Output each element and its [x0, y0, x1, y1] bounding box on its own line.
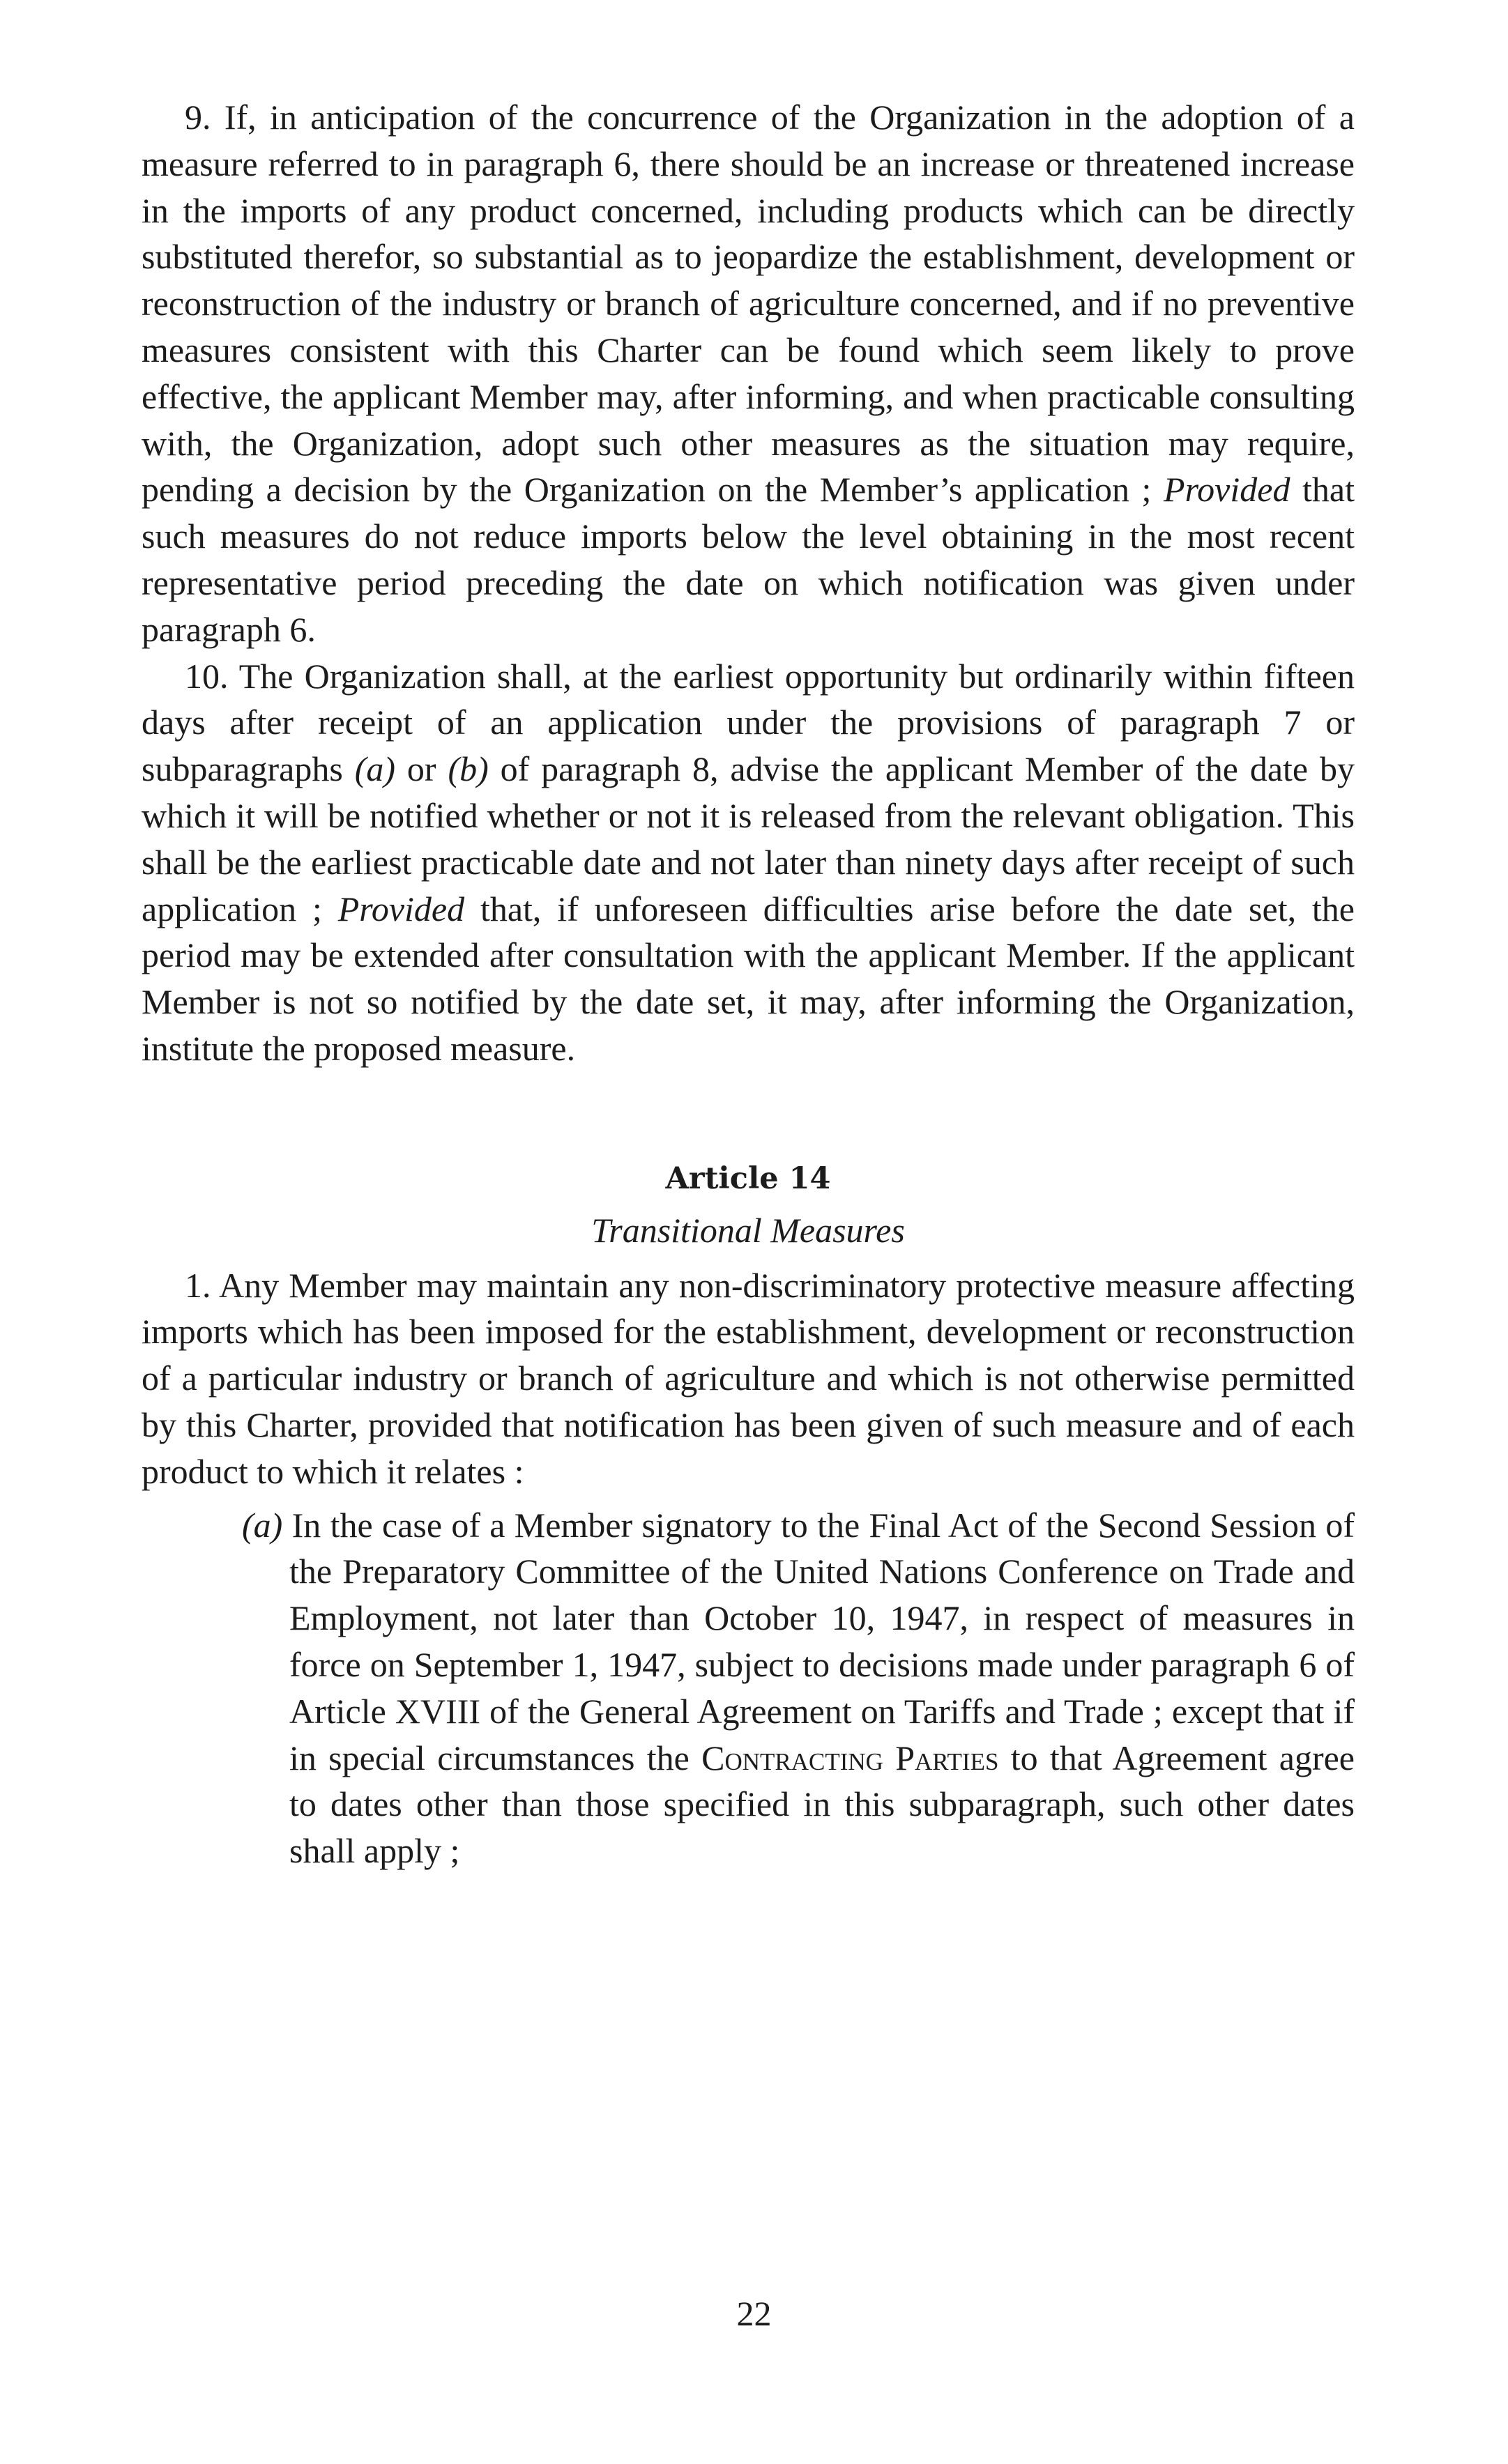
paragraph-10 — [142, 653, 1355, 1072]
paragraph-10-text: or — [395, 749, 448, 789]
paragraph-10-text-end: that, if unforeseen difficulties arise before the date set, the period may be extended after consultation with the applicant Member. If the applicant Member is not so notified by the date set, it may, after informing the Organization, institute the proposed measure. — [142, 889, 1355, 1068]
paragraph-9-text: 9. If, in anticipation of the concurrence of the Organization in the adoption of a measure referred to in paragraph 6, there should be an increase or threatened increase in the imports of any product concerned, including products which can be directly substituted therefor, so substantial as to jeopardize the establishment, development or reconstruction of the industry or branch of agriculture concerned, and if no preventive measures consistent with this Charter can be found which seem likely to prove effective, the applicant Member may, after informing, and when practicable consulting with, the Organization, adopt such other measures as the situation may require, pending a decision by the Organization on the Member’s application ; — [142, 98, 1355, 510]
paragraph-1: 1. Any Member may maintain any non-discriminatory protective measure affecting imports which has been imposed for the establishment, development or reconstruction of a particular industry or branch of agriculture and which is not otherwise permitted by this Charter, provided that notification has been given of such measure and of each product to which it relates : — [142, 1265, 1355, 1491]
paragraph-9 — [142, 94, 1355, 653]
provided-term: Provided — [337, 889, 465, 928]
paragraph-10-text: 10. The Organization shall, at the earliest opportunity but ordinarily within fifteen days after receipt of an application under the provisions of paragraph 7 or subparagraphs — [142, 656, 1355, 789]
list-item-a — [142, 1502, 1355, 1874]
provided-term: Provided — [1164, 470, 1290, 510]
page-number: 22 — [736, 2294, 772, 2333]
list-item-text-end: to that Agreement agree to dates other than those specified in this subparagraph, such other dates shall apply ; — [289, 1738, 1355, 1871]
paragraph-9-text-end: that such measures do not reduce imports below the level obtaining in the most recent representative period preceding the date on which notification was given under paragraph 6. — [142, 470, 1355, 649]
list-item-label: (a) — [242, 1505, 283, 1545]
contracting-parties-term: Contracting Parties — [701, 1738, 999, 1777]
subparagraph-a-ref: (a) — [354, 749, 395, 789]
paragraph-10-text: of paragraph 8, advise the applicant Member of the date by which it will be notified whether or not it is released from the relevant obligation. This shall be the earliest practicable date and not later than ninety days after receipt of such application ; — [142, 749, 1355, 928]
document-page — [142, 94, 1355, 1874]
subparagraph-b-ref: (b) — [448, 749, 489, 789]
article-heading: Article 14 — [665, 1161, 831, 1196]
article-subheading: Transitional Measures — [591, 1210, 905, 1250]
list-item-text: In the case of a Member signatory to the Final Act of the Second Session of the Preparatory Committee of the United Nations Conference on Trade and Employment, not later than October 10, 1947, in respect of measures in force on September 1, 1947, subject to decisions made under paragraph 6 of Article XVIII of the General Agreement on Tariffs and Trade ; except that if in special circumstances the — [282, 1505, 1355, 1777]
